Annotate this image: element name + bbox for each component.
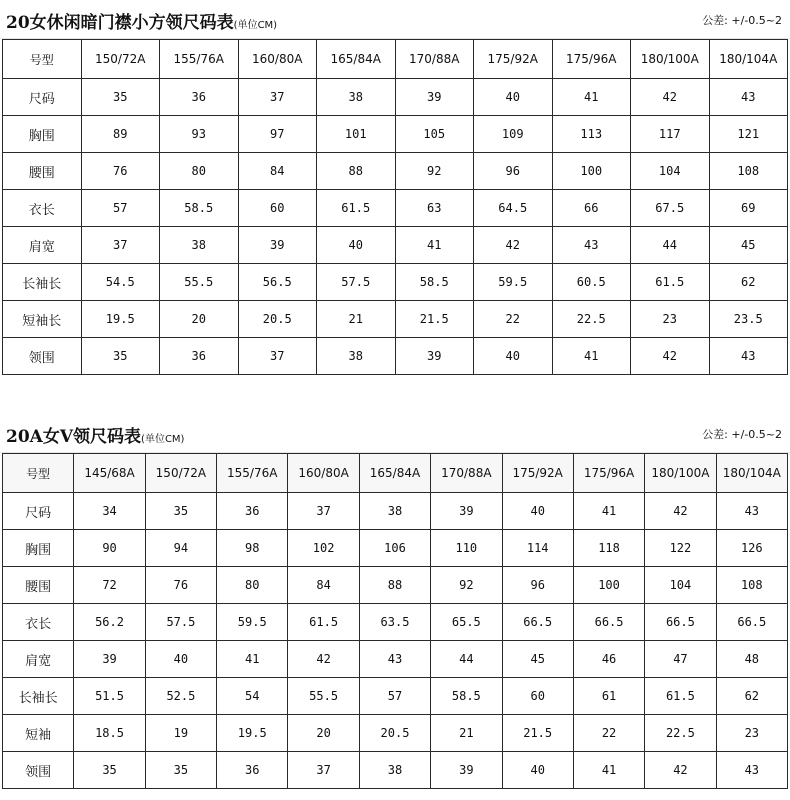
value-cell: 40 — [502, 752, 573, 789]
row-label-cell: 领围 — [3, 752, 74, 789]
table-row — [3, 530, 788, 567]
table-header-row — [3, 40, 788, 79]
value-cell: 55.5 — [160, 264, 239, 301]
value-cell: 43 — [716, 493, 787, 530]
value-cell: 38 — [359, 752, 430, 789]
table-row — [3, 715, 788, 752]
table-row — [3, 604, 788, 641]
value-cell: 45 — [502, 641, 573, 678]
value-cell: 57 — [359, 678, 430, 715]
value-cell: 114 — [502, 530, 573, 567]
value-cell: 39 — [395, 79, 474, 116]
table-row — [3, 567, 788, 604]
value-cell: 48 — [716, 641, 787, 678]
value-cell: 42 — [645, 752, 716, 789]
value-cell: 84 — [238, 153, 317, 190]
chart-1-unit: (单位CM) — [233, 20, 278, 31]
row-label-cell: 肩宽 — [3, 641, 74, 678]
table-row — [3, 264, 788, 301]
chart-2-title — [6, 422, 184, 447]
value-cell: 97 — [238, 116, 317, 153]
value-cell: 108 — [709, 153, 788, 190]
value-cell: 37 — [288, 752, 359, 789]
row-label-cell: 尺码 — [3, 79, 82, 116]
row-label-cell: 衣长 — [3, 604, 74, 641]
value-cell: 37 — [288, 493, 359, 530]
value-cell: 59.5 — [474, 264, 553, 301]
value-cell: 19.5 — [217, 715, 288, 752]
value-cell: 80 — [160, 153, 239, 190]
value-cell: 67.5 — [631, 190, 710, 227]
value-cell: 42 — [645, 493, 716, 530]
value-cell: 37 — [238, 79, 317, 116]
row-label-cell: 肩宽 — [3, 227, 82, 264]
value-cell: 36 — [217, 752, 288, 789]
chart-1-header — [0, 0, 790, 39]
value-cell: 92 — [431, 567, 502, 604]
value-cell: 100 — [573, 567, 644, 604]
value-cell: 40 — [502, 493, 573, 530]
value-cell: 44 — [431, 641, 502, 678]
header-size-cell: 150/72A — [81, 40, 160, 79]
value-cell: 36 — [160, 338, 239, 375]
value-cell: 88 — [359, 567, 430, 604]
value-cell: 39 — [395, 338, 474, 375]
value-cell: 40 — [474, 79, 553, 116]
chart-1-title-text: 20女休闲暗门襟小方领尺码表 — [6, 13, 234, 33]
value-cell: 42 — [474, 227, 553, 264]
header-size-cell: 180/104A — [716, 454, 787, 493]
value-cell: 22.5 — [645, 715, 716, 752]
value-cell: 104 — [645, 567, 716, 604]
row-label-cell: 腰围 — [3, 153, 82, 190]
header-size-cell: 180/100A — [631, 40, 710, 79]
row-label-cell: 衣长 — [3, 190, 82, 227]
value-cell: 89 — [81, 116, 160, 153]
value-cell: 37 — [81, 227, 160, 264]
value-cell: 21.5 — [502, 715, 573, 752]
table-row — [3, 641, 788, 678]
value-cell: 63 — [395, 190, 474, 227]
value-cell: 38 — [359, 493, 430, 530]
value-cell: 105 — [395, 116, 474, 153]
table-row — [3, 493, 788, 530]
row-label-cell: 长袖长 — [3, 678, 74, 715]
value-cell: 40 — [145, 641, 216, 678]
row-label-cell: 长袖长 — [3, 264, 82, 301]
value-cell: 57.5 — [145, 604, 216, 641]
value-cell: 76 — [145, 567, 216, 604]
value-cell: 76 — [81, 153, 160, 190]
header-size-cell: 170/88A — [431, 454, 502, 493]
value-cell: 20 — [288, 715, 359, 752]
chart-2-header — [0, 414, 790, 453]
value-cell: 35 — [81, 79, 160, 116]
value-cell: 126 — [716, 530, 787, 567]
value-cell: 36 — [160, 79, 239, 116]
row-label-cell: 腰围 — [3, 567, 74, 604]
value-cell: 38 — [160, 227, 239, 264]
value-cell: 23.5 — [709, 301, 788, 338]
table-row — [3, 301, 788, 338]
chart-2-unit: (单位CM) — [141, 434, 185, 445]
value-cell: 22 — [474, 301, 553, 338]
value-cell: 41 — [573, 493, 644, 530]
value-cell: 46 — [573, 641, 644, 678]
value-cell: 40 — [474, 338, 553, 375]
header-size-cell: 150/72A — [145, 454, 216, 493]
value-cell: 121 — [709, 116, 788, 153]
row-label-cell: 短袖长 — [3, 301, 82, 338]
value-cell: 39 — [431, 493, 502, 530]
value-cell: 40 — [317, 227, 396, 264]
value-cell: 61.5 — [631, 264, 710, 301]
value-cell: 39 — [74, 641, 145, 678]
header-size-cell: 165/84A — [359, 454, 430, 493]
value-cell: 59.5 — [217, 604, 288, 641]
value-cell: 23 — [631, 301, 710, 338]
value-cell: 21 — [431, 715, 502, 752]
header-size-cell: 160/80A — [238, 40, 317, 79]
value-cell: 65.5 — [431, 604, 502, 641]
row-label-cell: 胸围 — [3, 530, 74, 567]
header-label-cell: 号型 — [3, 454, 74, 493]
value-cell: 94 — [145, 530, 216, 567]
header-size-cell: 175/96A — [573, 454, 644, 493]
value-cell: 66.5 — [645, 604, 716, 641]
value-cell: 66.5 — [716, 604, 787, 641]
table-row — [3, 190, 788, 227]
value-cell: 35 — [145, 752, 216, 789]
table-row — [3, 678, 788, 715]
value-cell: 66.5 — [573, 604, 644, 641]
value-cell: 62 — [709, 264, 788, 301]
table-row — [3, 79, 788, 116]
value-cell: 39 — [238, 227, 317, 264]
value-cell: 54 — [217, 678, 288, 715]
value-cell: 23 — [716, 715, 787, 752]
value-cell: 57.5 — [317, 264, 396, 301]
value-cell: 41 — [395, 227, 474, 264]
value-cell: 58.5 — [431, 678, 502, 715]
header-size-cell: 180/100A — [645, 454, 716, 493]
value-cell: 64.5 — [474, 190, 553, 227]
value-cell: 96 — [474, 153, 553, 190]
value-cell: 42 — [631, 79, 710, 116]
value-cell: 21 — [317, 301, 396, 338]
value-cell: 20.5 — [238, 301, 317, 338]
value-cell: 72 — [74, 567, 145, 604]
value-cell: 84 — [288, 567, 359, 604]
table-row — [3, 153, 788, 190]
value-cell: 52.5 — [145, 678, 216, 715]
table-row — [3, 338, 788, 375]
value-cell: 41 — [573, 752, 644, 789]
value-cell: 118 — [573, 530, 644, 567]
value-cell: 43 — [552, 227, 631, 264]
value-cell: 19.5 — [81, 301, 160, 338]
value-cell: 22 — [573, 715, 644, 752]
value-cell: 37 — [238, 338, 317, 375]
row-label-cell: 短袖 — [3, 715, 74, 752]
table-row — [3, 752, 788, 789]
chart-1-tolerance: 公差: +/-0.5~2 — [702, 14, 782, 27]
value-cell: 90 — [74, 530, 145, 567]
value-cell: 38 — [317, 338, 396, 375]
value-cell: 66 — [552, 190, 631, 227]
value-cell: 61.5 — [645, 678, 716, 715]
value-cell: 63.5 — [359, 604, 430, 641]
chart-2-title-text: 20A女V领尺码表 — [6, 427, 142, 447]
header-size-cell: 165/84A — [317, 40, 396, 79]
value-cell: 56.2 — [74, 604, 145, 641]
value-cell: 38 — [317, 79, 396, 116]
value-cell: 35 — [145, 493, 216, 530]
value-cell: 58.5 — [395, 264, 474, 301]
value-cell: 44 — [631, 227, 710, 264]
value-cell: 34 — [74, 493, 145, 530]
value-cell: 66.5 — [502, 604, 573, 641]
row-label-cell: 领围 — [3, 338, 82, 375]
header-size-cell: 180/104A — [709, 40, 788, 79]
value-cell: 55.5 — [288, 678, 359, 715]
value-cell: 57 — [81, 190, 160, 227]
table-row — [3, 116, 788, 153]
value-cell: 58.5 — [160, 190, 239, 227]
value-cell: 54.5 — [81, 264, 160, 301]
size-chart-1 — [0, 0, 790, 375]
value-cell: 88 — [317, 153, 396, 190]
value-cell: 61 — [573, 678, 644, 715]
value-cell: 21.5 — [395, 301, 474, 338]
size-table-1 — [2, 39, 788, 375]
value-cell: 56.5 — [238, 264, 317, 301]
value-cell: 19 — [145, 715, 216, 752]
header-size-cell: 145/68A — [74, 454, 145, 493]
value-cell: 20 — [160, 301, 239, 338]
header-size-cell: 155/76A — [217, 454, 288, 493]
value-cell: 60.5 — [552, 264, 631, 301]
value-cell: 41 — [217, 641, 288, 678]
value-cell: 62 — [716, 678, 787, 715]
header-size-cell: 160/80A — [288, 454, 359, 493]
row-label-cell: 尺码 — [3, 493, 74, 530]
value-cell: 110 — [431, 530, 502, 567]
value-cell: 113 — [552, 116, 631, 153]
value-cell: 108 — [716, 567, 787, 604]
value-cell: 39 — [431, 752, 502, 789]
value-cell: 109 — [474, 116, 553, 153]
value-cell: 36 — [217, 493, 288, 530]
row-label-cell: 胸围 — [3, 116, 82, 153]
value-cell: 51.5 — [74, 678, 145, 715]
value-cell: 61.5 — [288, 604, 359, 641]
value-cell: 93 — [160, 116, 239, 153]
value-cell: 22.5 — [552, 301, 631, 338]
table-header-row — [3, 454, 788, 493]
value-cell: 35 — [74, 752, 145, 789]
value-cell: 43 — [709, 338, 788, 375]
value-cell: 18.5 — [74, 715, 145, 752]
value-cell: 104 — [631, 153, 710, 190]
value-cell: 20.5 — [359, 715, 430, 752]
header-size-cell: 170/88A — [395, 40, 474, 79]
value-cell: 92 — [395, 153, 474, 190]
value-cell: 35 — [81, 338, 160, 375]
header-size-cell: 175/92A — [474, 40, 553, 79]
header-size-cell: 155/76A — [160, 40, 239, 79]
value-cell: 42 — [631, 338, 710, 375]
value-cell: 106 — [359, 530, 430, 567]
value-cell: 42 — [288, 641, 359, 678]
value-cell: 43 — [716, 752, 787, 789]
value-cell: 61.5 — [317, 190, 396, 227]
chart-1-title — [6, 8, 277, 33]
value-cell: 69 — [709, 190, 788, 227]
chart-2-tolerance: 公差: +/-0.5~2 — [702, 428, 782, 441]
header-label-cell: 号型 — [3, 40, 82, 79]
header-size-cell: 175/96A — [552, 40, 631, 79]
value-cell: 96 — [502, 567, 573, 604]
value-cell: 60 — [238, 190, 317, 227]
value-cell: 45 — [709, 227, 788, 264]
size-chart-2 — [0, 414, 790, 789]
value-cell: 117 — [631, 116, 710, 153]
value-cell: 98 — [217, 530, 288, 567]
value-cell: 102 — [288, 530, 359, 567]
header-size-cell: 175/92A — [502, 454, 573, 493]
value-cell: 47 — [645, 641, 716, 678]
value-cell: 100 — [552, 153, 631, 190]
value-cell: 41 — [552, 79, 631, 116]
value-cell: 80 — [217, 567, 288, 604]
value-cell: 43 — [359, 641, 430, 678]
value-cell: 60 — [502, 678, 573, 715]
value-cell: 122 — [645, 530, 716, 567]
value-cell: 41 — [552, 338, 631, 375]
value-cell: 101 — [317, 116, 396, 153]
table-row — [3, 227, 788, 264]
size-table-2 — [2, 453, 788, 789]
value-cell: 43 — [709, 79, 788, 116]
